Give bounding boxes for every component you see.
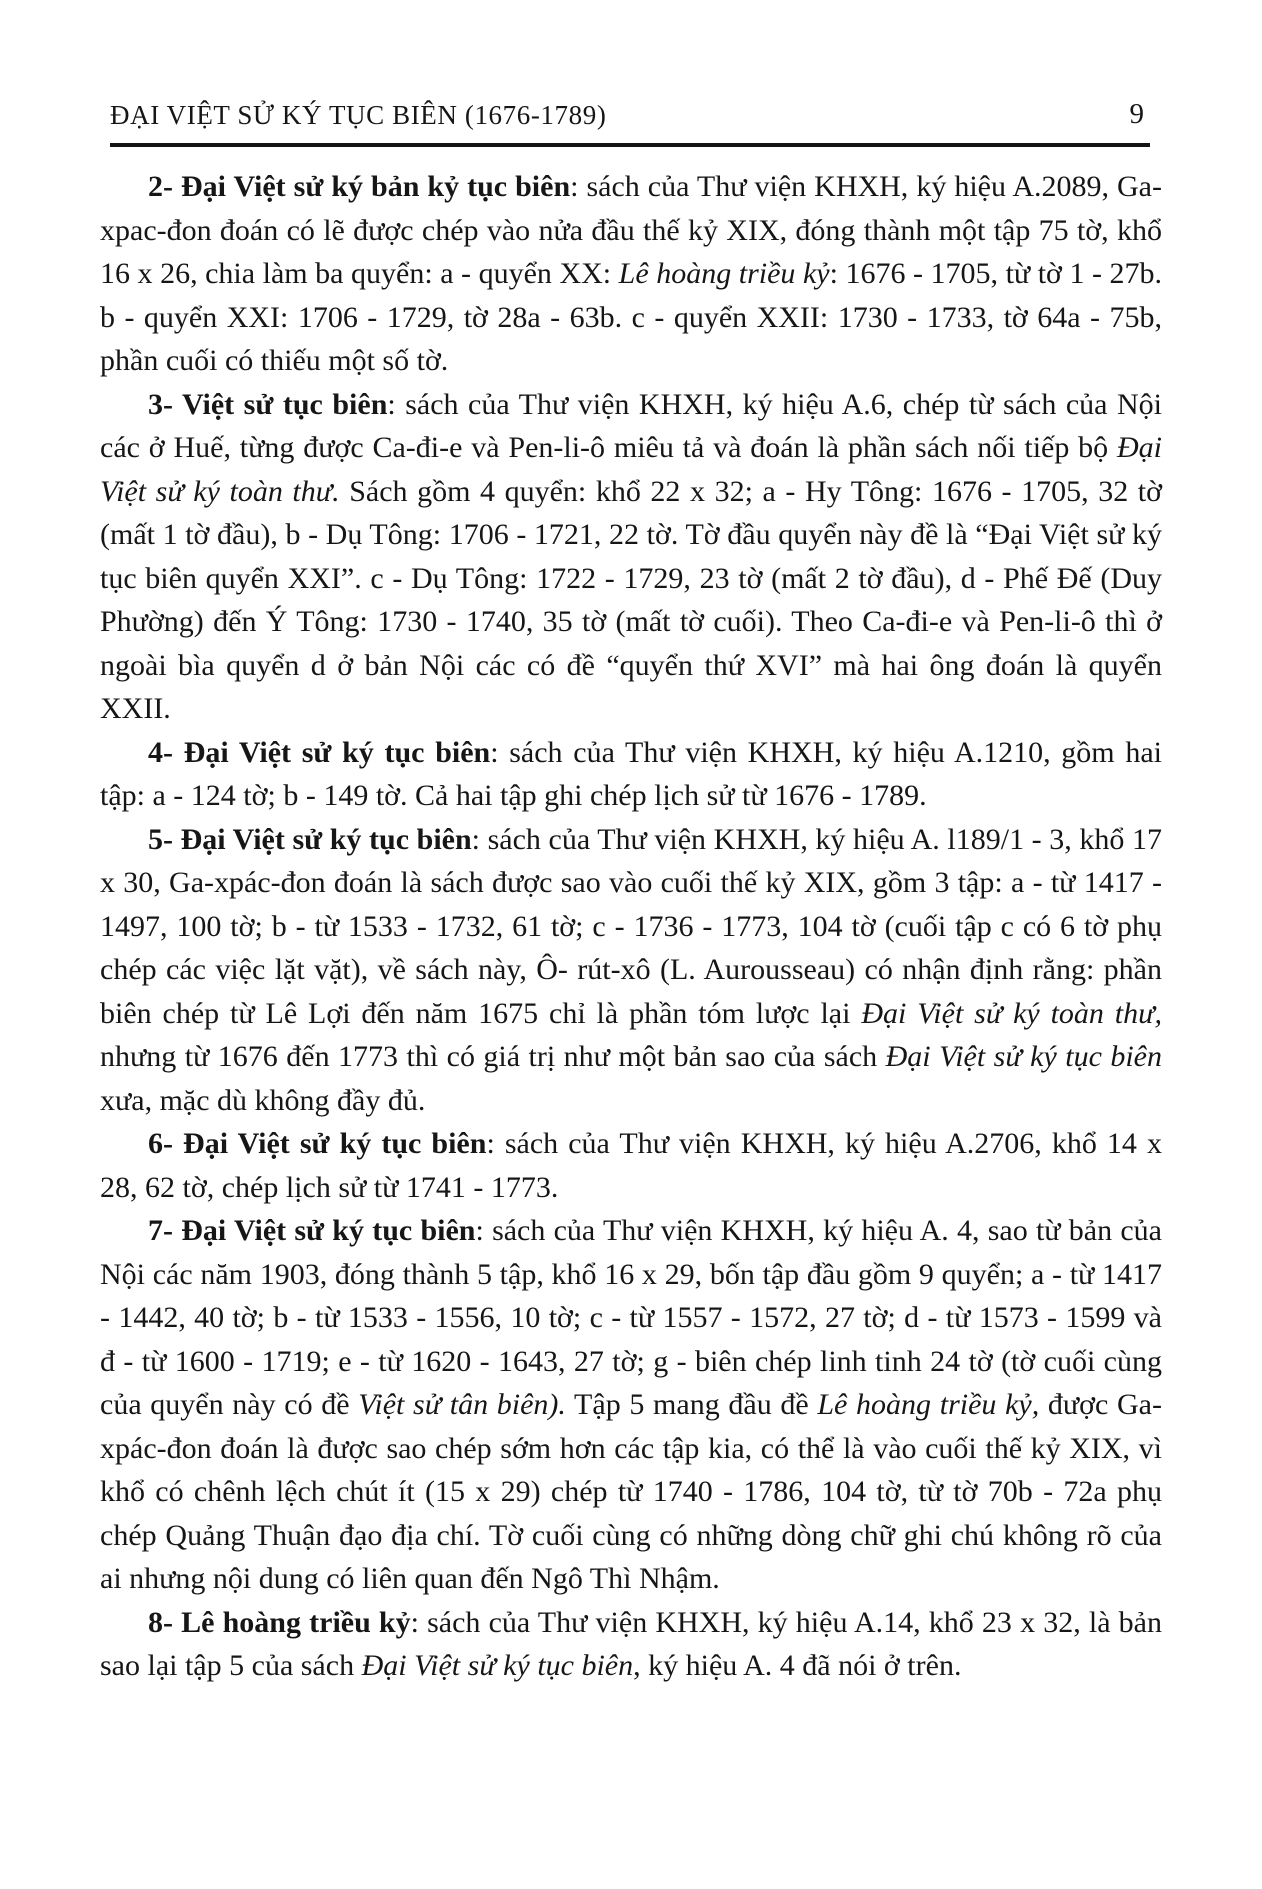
- text-run: 6- Đại Việt sử ký tục biên: [148, 1127, 487, 1160]
- running-header-title: ĐẠI VIỆT SỬ KÝ TỤC BIÊN (1676-1789): [110, 100, 607, 130]
- book-title-italic: Đại Việt sử ký tục biên: [885, 1040, 1163, 1073]
- text-run: : 1676 - 1705, từ tờ 1 - 27b. b - quyển XXI: 1706 - 1729, tờ 28a - 63b. c - quyển XXII: 1730 - 1733, tờ 64a - 75b, phần cuối có thiếu một số tờ.: [100, 257, 1163, 377]
- book-title-italic: Đại Việt sử ký toàn thư,: [861, 996, 1162, 1030]
- text-run: nhưng từ 1676 đến 1773 thì có giá trị như một bản sao của sách: [100, 1040, 886, 1073]
- text-run: 4- Đại Việt sử ký tục biên: [148, 735, 491, 769]
- text-run: Sách gồm 4 quyển: khổ 22 x 32; a - Hy Tông: 1676 - 1705, 32 tờ (mất 1 tờ đầu), b - Dụ Tông: 1706 - 1721, 22 tờ. Tờ đầu quyển này đề là “Đại Việt sử ký tục biên quyển XXI”. c - Dụ Tông: 1722 - 1729, 23 tờ (mất 2 tờ đầu), d - Phế Đế (Duy Phường) đến Ý Tông: 1730 - 1740, 35 tờ (mất tờ cuối). Theo Ca-đi-e và Pen-li-ô thì ở ngoài bìa quyển d ở bản Nội các có đề “quyển thứ XVI” mà hai ông đoán là quyển XXII.: [100, 474, 1162, 725]
- book-title-italic: Đại Việt sử ký toàn thư.: [100, 431, 1162, 508]
- paragraph-item-5: [100, 818, 1162, 1123]
- text-run: 2- Đại Việt sử ký bản kỷ tục biên: [148, 170, 571, 203]
- paragraph-item-3: [100, 383, 1162, 731]
- text-run: : sách của Thư viện KHXH, ký hiệu A.14, khổ 23 x 32, là bản sao lại tập 5 của sách: [100, 1605, 1162, 1682]
- text-run: : sách của Thư viện KHXH, ký hiệu A.2089, Ga-xpac-đon đoán có lẽ được chép vào nửa đầu thế kỷ XIX, đóng thành một tập 75 tờ, khổ 16 x 26, chia làm ba quyển: a - quyển XX:: [100, 170, 1162, 290]
- paragraph-item-7: [100, 1209, 1162, 1601]
- text-run: : sách của Thư viện KHXH, ký hiệu A. l189/1 - 3, khổ 17 x 30, Ga-xpác-đon đoán là sách được sao vào cuối thế kỷ XIX, gồm 3 tập: a - từ 1417 - 1497, 100 tờ; b - từ 1533 - 1732, 61 tờ; c - 1736 - 1773, 104 tờ (cuối tập c có 6 tờ phụ chép các việc lặt vặt), về sách này, Ô- rút-xô (L. Aurousseau) có nhận định rằng: phần biên chép từ Lê Lợi đến năm 1675 chỉ là phần tóm lược lại: [100, 822, 1162, 1030]
- text-run: : sách của Thư viện KHXH, ký hiệu A.2706, khổ 14 x 28, 62 tờ, chép lịch sử từ 1741 - 1773.: [100, 1127, 1162, 1204]
- paragraph-item-2: [100, 165, 1162, 383]
- text-run: 7- Đại Việt sử ký tục biên: [148, 1214, 476, 1247]
- running-header: [110, 98, 1150, 131]
- text-run: : sách của Thư viện KHXH, ký hiệu A.6, chép từ sách của Nội các ở Huế, từng được Ca-đi-e và Pen-li-ô miêu tả và đoán là phần sách nối tiếp bộ: [100, 387, 1163, 464]
- text-run: Tập 5 mang đầu đề: [565, 1388, 818, 1421]
- book-title-italic: Đại Việt sử ký tục biên: [361, 1649, 634, 1682]
- header-rule: [110, 143, 1150, 147]
- book-title-italic: Lê hoàng triều kỷ: [618, 257, 830, 290]
- text-run: : sách của Thư viện KHXH, ký hiệu A.1210, gồm hai tập: a - 124 tờ; b - 149 tờ. Cả hai tập ghi chép lịch sử từ 1676 - 1789.: [100, 735, 1162, 812]
- text-run: xưa, mặc dù không đầy đủ.: [100, 1083, 426, 1117]
- text-run: 5- Đại Việt sử ký tục biên: [148, 822, 472, 856]
- text-run: 3- Việt sử tục biên: [148, 387, 388, 421]
- body-text: [100, 165, 1162, 1688]
- paragraph-item-8: [100, 1601, 1162, 1688]
- text-run: được Ga-xpác-đon đoán là được sao chép sớm hơn các tập kia, có thể là vào cuối thế kỷ XIX, vì khổ có chênh lệch chút ít (15 x 29) chép từ 1740 - 1786, 104 tờ, từ tờ 70b - 72a phụ chép Quảng Thuận đạo địa chí. Tờ cuối cùng có những dòng chữ ghi chú không rõ của ai nhưng nội dung có liên quan đến Ngô Thì Nhậm.: [100, 1388, 1162, 1595]
- paragraph-item-4: [100, 731, 1162, 818]
- book-title-italic: Việt sử tân biên).: [358, 1388, 566, 1421]
- page-number: 9: [1129, 98, 1144, 130]
- text-run: : sách của Thư viện KHXH, ký hiệu A. 4, sao từ bản của Nội các năm 1903, đóng thành 5 tập, khổ 16 x 29, bốn tập đầu gồm 9 quyển; a - từ 1417 - 1442, 40 tờ; b - từ 1533 - 1556, 10 tờ; c - từ 1557 - 1572, 27 tờ; d - từ 1573 - 1599 và đ - từ 1600 - 1719; e - từ 1620 - 1643, 27 tờ; g - biên chép linh tinh 24 tờ (tờ cuối cùng của quyển này có đề: [100, 1214, 1162, 1421]
- book-title-italic: Lê hoàng triều kỷ,: [817, 1388, 1040, 1421]
- text-run: 8- Lê hoàng triều kỷ: [148, 1605, 411, 1639]
- text-run: , ký hiệu A. 4 đã nói ở trên.: [633, 1649, 962, 1682]
- paragraph-item-6: [100, 1122, 1162, 1209]
